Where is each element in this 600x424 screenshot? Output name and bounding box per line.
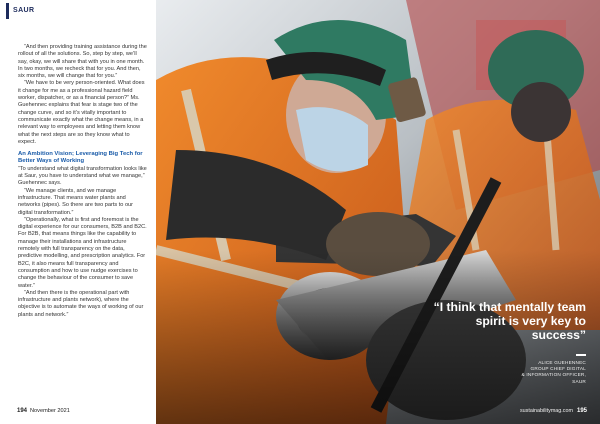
right-folio [520,408,587,414]
attribution-company: SAUR [572,378,586,384]
pull-quote: “I think that mentally team spirit is very key to success” [433,300,586,342]
article-column [18,44,148,319]
attribution-name: ALICE GUEHENNEC [538,360,586,365]
right-page-number: 195 [576,408,587,414]
left-folio [17,408,70,414]
left-page-number: 194 [17,408,28,414]
issue-date: November 2021 [30,408,70,414]
section-subheading: An Ambition Vision; Leveraging Big Tech for Better Ways of Working [18,151,143,165]
pull-quote-rule [576,354,586,356]
attribution-role: GROUP CHIEF DIGITAL [530,366,586,372]
site-url: sustainabilitymag.com [519,408,573,414]
paragraph: “To understand what digital transformation looks like at Saur, you have to understand what we manage,” Guehennec says. [18,165,147,187]
left-page [0,0,156,424]
pull-quote-attribution [466,360,586,385]
header-rule [6,3,9,19]
paragraph: “We have to be very person-oriented. What does it change for me as a professional hazard field worker, dispatcher, or as a financial person?” Ms. Guehennec explains that fear is stage two of the change curve, and so it’s vitally important to communicate exactly what the change means, in a relevant way to employees and letting them know what the next steps are so they know what to expect. [18,80,145,145]
paragraph: “And then there is the operational part with infrastructure and plants network), where the objective is to automate the ways of working of our plants and network.” [18,289,144,318]
paragraph: “And then providing training assistance during the rollout of all the solutions. So, step by step, we’ll say, okay, we will share that with you in one month. In two months, we recheck that for you. And then, six months, we will change that for you.” [18,44,147,80]
paragraph: “Operationally, what is first and foremost is the digital experience for our consumers, B2B and B2C. For B2B, that means things like the capability to manage their installations and infrastructure remotely with full transparency on the data, predictive modelling, and prescription analytics. For B2C, it also means full transparency and consumption and how to use nudge exercises to change the behaviour of the consumer to save water.” [18,216,147,289]
brand-name: SAUR [13,7,35,14]
paragraph: “We manage clients, and we manage infrastructure. That means water plants and networks (pipes). So there are two parts to our digital transformation.” [18,187,134,216]
feature-photo [156,0,600,424]
attribution-role: & INFORMATION OFFICER, [521,372,586,378]
running-header [0,0,156,22]
